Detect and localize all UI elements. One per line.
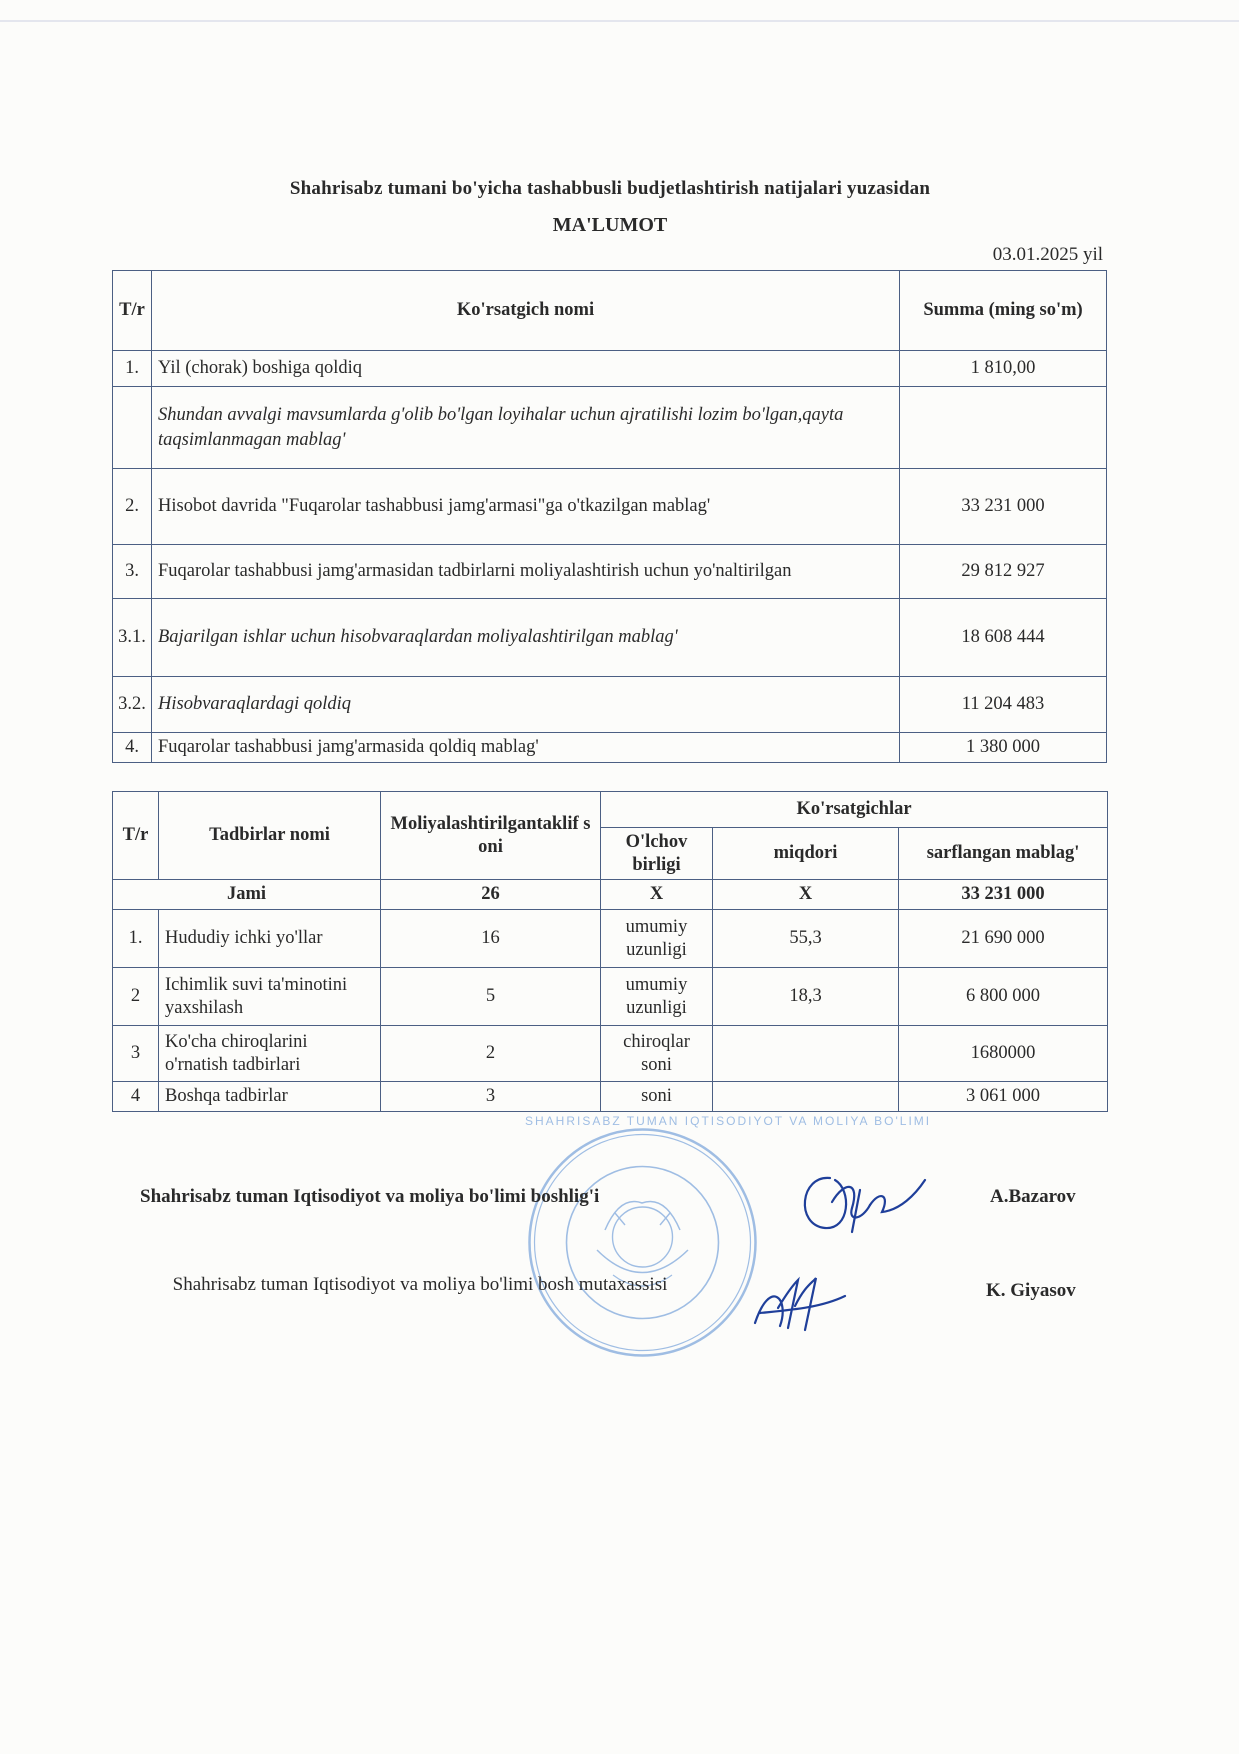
table-row <box>113 599 1107 677</box>
table-row <box>113 545 1107 599</box>
row-name: Yil (chorak) boshiga qoldiq <box>152 351 900 387</box>
header-proposal-count-label: Moliyalashtirilgantaklif soni <box>390 813 591 857</box>
row-unit: umumiy uzunligi <box>601 910 713 968</box>
row-num: 2. <box>113 469 152 545</box>
row-num: 4. <box>113 733 152 763</box>
row-count: 16 <box>381 910 601 968</box>
row-num: 1. <box>113 351 152 387</box>
row-num: 3.1. <box>113 599 152 677</box>
table-row <box>113 387 1107 469</box>
row-sum <box>900 387 1107 469</box>
official-seal <box>525 1114 932 1360</box>
row-spent: 3 061 000 <box>899 1082 1108 1112</box>
row-name: Shundan avvalgi mavsumlarda g'olib bo'lgan loyihalar uchun ajratilishi lozim bo'lgan,qayta taqsimlanmagan mablag' <box>152 387 900 469</box>
summary-table-header <box>113 271 1107 351</box>
row-count: 2 <box>381 1026 601 1082</box>
row-num: 4 <box>113 1082 159 1112</box>
header-num: T/r <box>113 271 152 351</box>
table-row <box>113 469 1107 545</box>
row-spent: 21 690 000 <box>899 910 1108 968</box>
row-unit: chiroqlar soni <box>601 1026 713 1082</box>
document-title: Shahrisabz tumani bo'yicha tashabbusli budjetlashtirish natijalari yuzasidan <box>289 178 931 199</box>
document-subtitle: MA'LUMOT <box>552 214 668 236</box>
row-num: 3 <box>113 1026 159 1082</box>
row-name: Boshqa tadbirlar <box>159 1082 381 1112</box>
scan-edge <box>0 20 1239 22</box>
total-count: 26 <box>381 880 601 910</box>
header-indicator-name: Ko'rsatgich nomi <box>152 271 900 351</box>
row-quantity <box>713 1026 899 1082</box>
table-row <box>113 910 1108 968</box>
total-label: Jami <box>113 880 381 910</box>
row-name: Fuqarolar tashabbusi jamg'armasidan tadbirlarni moliyalashtirish uchun yo'naltirilgan <box>152 545 900 599</box>
table-row <box>113 1082 1108 1112</box>
header-quantity: miqdori <box>713 828 899 880</box>
activities-table <box>112 791 1108 1112</box>
signature-2-icon <box>750 1268 860 1338</box>
table-row <box>113 733 1107 763</box>
activities-table-header <box>113 792 1108 828</box>
signatory-2-name: K. Giyasov <box>986 1280 1076 1301</box>
header-indicators: Ko'rsatgichlar <box>601 792 1108 828</box>
seal-text: SHAHRISABZ TUMAN IQTISODIYOT VA MOLIYA BO'LIMI <box>525 1114 932 1128</box>
row-sum: 1 380 000 <box>900 733 1107 763</box>
row-spent: 1680000 <box>899 1026 1108 1082</box>
row-sum: 33 231 000 <box>900 469 1107 545</box>
signatory-2-title: Shahrisabz tuman Iqtisodiyot va moliya bo'limi bosh mutaxassisi <box>172 1274 668 1295</box>
row-num: 3.2. <box>113 677 152 733</box>
row-num <box>113 387 152 469</box>
signature-1-icon <box>790 1160 930 1240</box>
row-name: Ichimlik suvi ta'minotini yaxshilash <box>159 968 381 1026</box>
row-num: 2 <box>113 968 159 1026</box>
table-row <box>113 351 1107 387</box>
row-unit: soni <box>601 1082 713 1112</box>
header-spent: sarflangan mablag' <box>899 828 1108 880</box>
row-name: Bajarilgan ishlar uchun hisobvaraqlardan moliyalashtirilgan mablag' <box>152 599 900 677</box>
total-quantity: X <box>713 880 899 910</box>
table-row <box>113 677 1107 733</box>
header-proposal-count <box>381 792 601 880</box>
signatory-1-title: Shahrisabz tuman Iqtisodiyot va moliya bo'limi boshlig'i <box>140 1186 600 1207</box>
row-count: 5 <box>381 968 601 1026</box>
row-count: 3 <box>381 1082 601 1112</box>
header-sum: Summa (ming so'm) <box>900 271 1107 351</box>
total-row <box>113 880 1108 910</box>
total-unit: X <box>601 880 713 910</box>
header-num: T/r <box>113 792 159 880</box>
row-name: Ko'cha chiroqlarini o'rnatish tadbirlari <box>159 1026 381 1082</box>
table-row <box>113 968 1108 1026</box>
summary-table <box>112 270 1107 763</box>
total-spent: 33 231 000 <box>899 880 1108 910</box>
row-unit: umumiy uzunligi <box>601 968 713 1026</box>
row-num: 1. <box>113 910 159 968</box>
row-name: Hududiy ichki yo'llar <box>159 910 381 968</box>
row-name: Hisobvaraqlardagi qoldiq <box>152 677 900 733</box>
header-activity-name: Tadbirlar nomi <box>159 792 381 880</box>
row-quantity: 55,3 <box>713 910 899 968</box>
row-quantity <box>713 1082 899 1112</box>
row-sum: 18 608 444 <box>900 599 1107 677</box>
row-sum: 11 204 483 <box>900 677 1107 733</box>
row-name: Hisobot davrida "Fuqarolar tashabbusi jamg'armasi"ga o'tkazilgan mablag' <box>152 469 900 545</box>
row-sum: 1 810,00 <box>900 351 1107 387</box>
row-spent: 6 800 000 <box>899 968 1108 1026</box>
table-row <box>113 1026 1108 1082</box>
document-date: 03.01.2025 yil <box>992 244 1103 265</box>
row-num: 3. <box>113 545 152 599</box>
row-sum: 29 812 927 <box>900 545 1107 599</box>
row-quantity: 18,3 <box>713 968 899 1026</box>
row-name: Fuqarolar tashabbusi jamg'armasida qoldiq mablag' <box>152 733 900 763</box>
header-unit: O'lchov birligi <box>601 828 713 880</box>
signatory-1-name: A.Bazarov <box>990 1186 1076 1207</box>
